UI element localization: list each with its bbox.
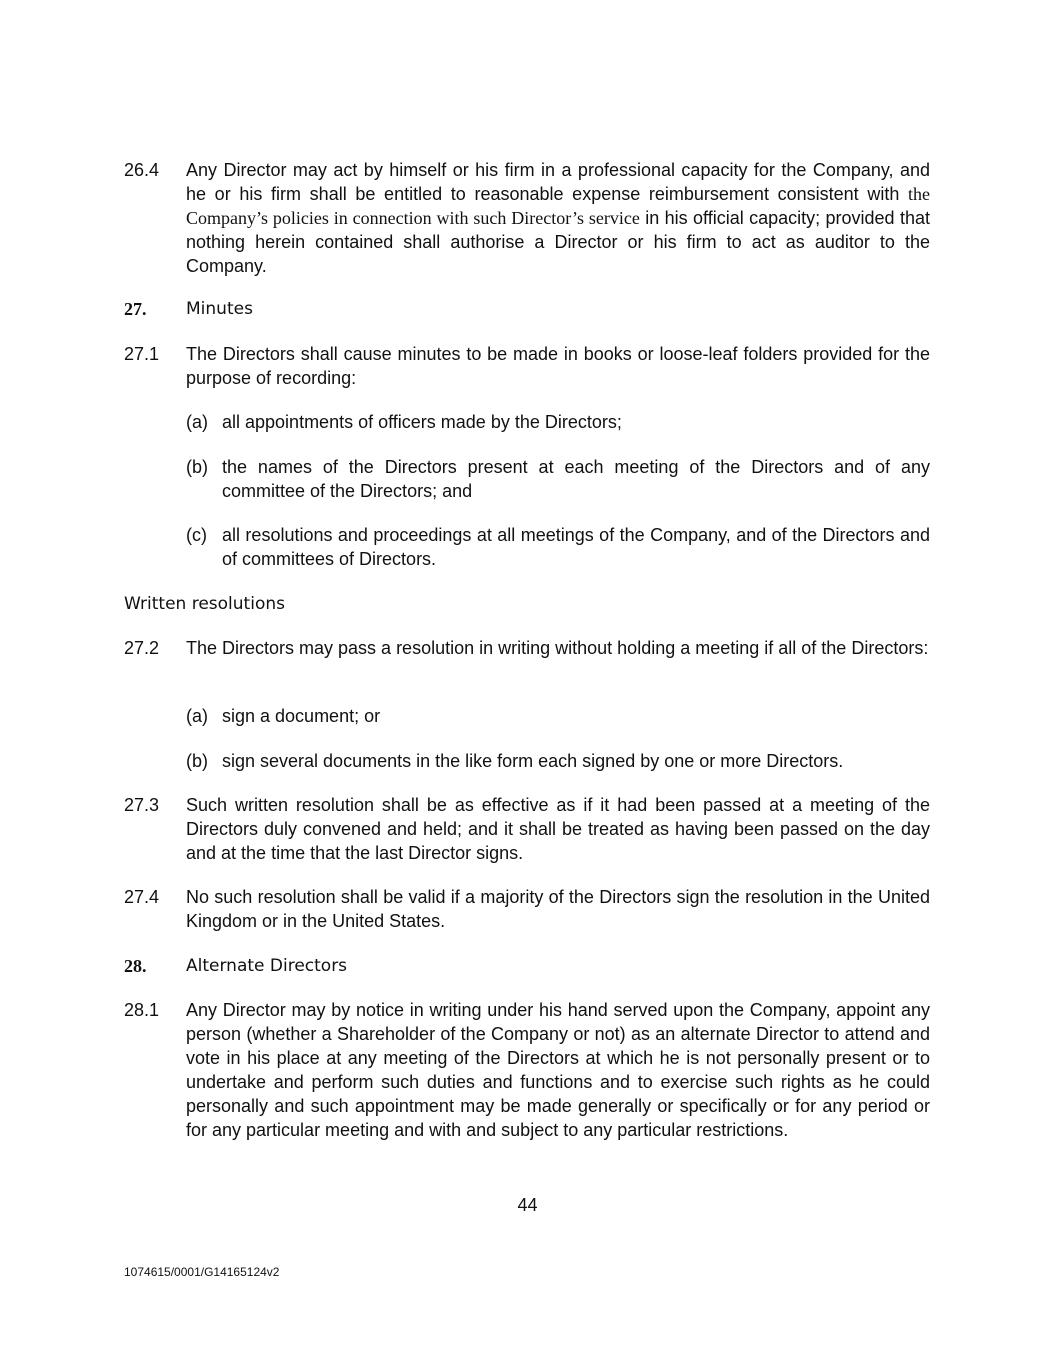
written-resolutions-heading: Written resolutions <box>124 594 285 614</box>
list-item-text: all resolutions and proceedings at all meetings of the Company, and of the Directors and of committees of Directors. <box>222 525 930 569</box>
list-item-label: (b) <box>186 457 208 477</box>
section-heading-28 <box>124 954 930 978</box>
clause-text-serif-part: the Company’s policies in connection with such Director’s service <box>186 184 930 228</box>
list-item-text: sign a document; or <box>222 706 381 726</box>
section-number: 28. <box>124 956 147 976</box>
section-title: Minutes <box>186 299 253 319</box>
section-title: Alternate Directors <box>186 956 348 976</box>
list-item-text: the names of the Directors present at each meeting of the Directors and of any committee of the Directors; and <box>222 457 930 501</box>
clause-number: 27.3 <box>124 795 160 815</box>
list-item-text: sign several documents in the like form each signed by one or more Directors. <box>222 751 844 771</box>
clause-text: Such written resolution shall be as effective as if it had been passed at a meeting of the Directors duly convened and held; and it shall be treated as having been passed on the day and at the time that the last Director signs. <box>186 795 930 863</box>
clause-text: The Directors shall cause minutes to be made in books or loose-leaf folders provided for the purpose of recording: <box>186 344 930 388</box>
clause-number: 27.4 <box>124 887 160 907</box>
clause-text: No such resolution shall be valid if a majority of the Directors sign the resolution in the United Kingdom or in the United States. <box>186 887 930 931</box>
list-item <box>186 455 930 503</box>
clause-text: Any Director may by notice in writing under his hand served upon the Company, appoint any person (whether a Shareholder of the Company or not) as an alternate Director to attend and vote in his place at any meeting of the Directors at which he is not personally present or to undertake and perform such duties and functions and to exercise such rights as he could personally and such appointment may be made generally or specifically or for any period or for any particular meeting and with and subject to any particular restrictions. <box>186 1000 930 1140</box>
section-number: 27. <box>124 299 147 319</box>
list-item-label: (b) <box>186 751 208 771</box>
clause-text: The Directors may pass a resolution in writing without holding a meeting if all of the Directors: <box>186 638 929 658</box>
clause-number: 27.1 <box>124 344 160 364</box>
clause-27-4 <box>124 885 930 933</box>
list-item-label: (c) <box>186 525 207 545</box>
list-item <box>186 410 930 434</box>
clause-26-4 <box>124 158 930 278</box>
clause-text <box>186 158 930 278</box>
document-reference: 1074615/0001/G14165124v2 <box>124 1265 280 1279</box>
list-item <box>186 523 930 571</box>
clause-text-part: in his official capacity; provided that nothing herein contained shall authorise a Director or his firm to act as auditor to the Company. <box>186 208 930 276</box>
list-item <box>186 704 930 728</box>
clause-28-1 <box>124 998 930 1142</box>
clause-text-part: Any Director may act by himself or his firm in a professional capacity for the Company, and he or his firm shall be entitled to reasonable expense reimbursement consistent with <box>186 160 930 204</box>
list-item <box>186 749 930 773</box>
list-item-label: (a) <box>186 412 208 432</box>
clause-27-1 <box>124 342 930 390</box>
page-number: 44 <box>517 1195 538 1215</box>
clause-number: 27.2 <box>124 638 160 658</box>
clause-27-2 <box>124 636 930 660</box>
clause-27-3 <box>124 793 930 865</box>
list-item-label: (a) <box>186 706 208 726</box>
clause-number: 26.4 <box>124 160 160 180</box>
section-heading-27 <box>124 297 930 321</box>
clause-number: 28.1 <box>124 1000 160 1020</box>
list-item-text: all appointments of officers made by the Directors; <box>222 412 622 432</box>
